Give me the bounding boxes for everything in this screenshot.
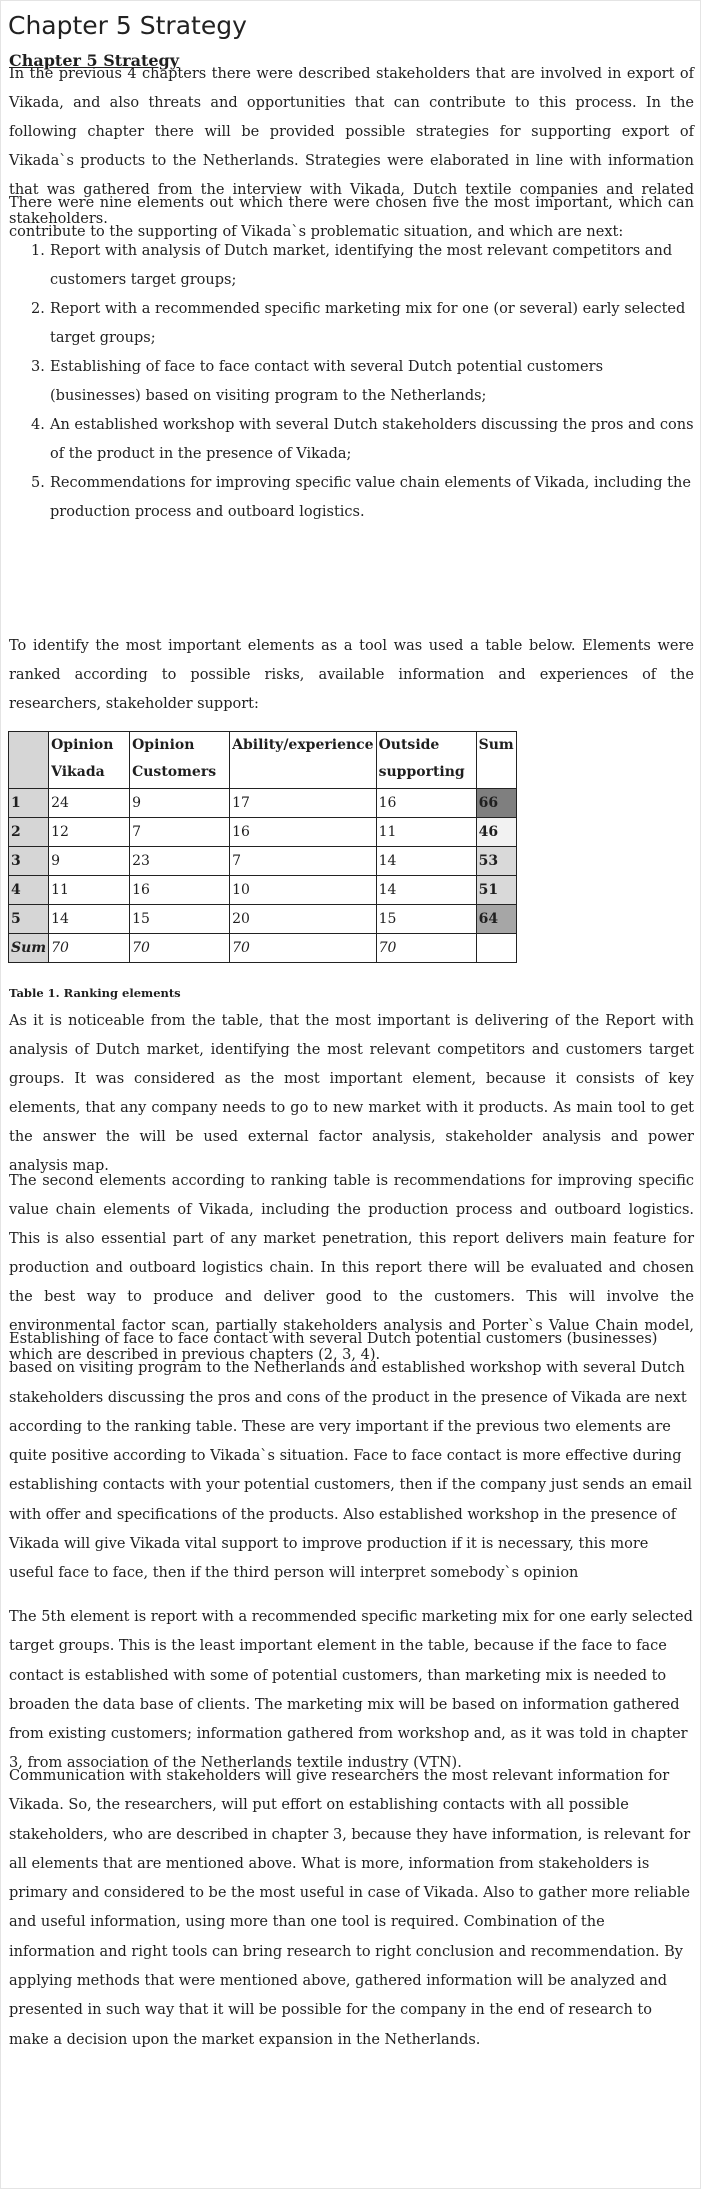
list-item xyxy=(9,237,694,295)
sum-cell: 51 xyxy=(476,876,516,905)
page-title: Chapter 5 Strategy xyxy=(8,11,247,40)
list-text: Establishing of face to face contact with several Dutch potential customers (businesses) based on visiting program to the Netherlands; xyxy=(50,359,604,404)
row-label: 3 xyxy=(9,847,49,876)
communication-paragraph: Communication with stakeholders will give researchers the most relevant information for Vikada. So, the researchers, will put effort on establishing contacts with all possible stakeholders, who are described in chapter 3, because they have information, is relevant for all elements that are mentioned above. What is more, information from stakeholders is primary and considered to be the most useful in case of Vikada. Also to gather more reliable and useful information, using more than one tool is required. Combination of the information and right tools can bring research to right conclusion and recommendation. By applying methods that were mentioned above, gathered information will be analyzed and presented in such way that it will be possible for the company in the end of research to make a decision upon the market expansion in the Netherlands. xyxy=(9,1768,691,2048)
table-cell: 14 xyxy=(376,876,476,905)
table-cell: 12 xyxy=(49,818,130,847)
list-number: 2. xyxy=(31,301,45,317)
column-header: Sum xyxy=(476,732,516,789)
row-label: 2 xyxy=(9,818,49,847)
list-number: 1. xyxy=(31,243,45,259)
table-cell xyxy=(476,934,516,963)
sum-cell: 53 xyxy=(476,847,516,876)
table-cell: 15 xyxy=(376,905,476,934)
list-number: 5. xyxy=(31,475,45,491)
table-cell: 10 xyxy=(230,876,376,905)
column-header: Outside supporting xyxy=(376,732,476,789)
row-label: 4 xyxy=(9,876,49,905)
row-label: 1 xyxy=(9,789,49,818)
table-cell: 70 xyxy=(49,934,130,963)
table-cell: 11 xyxy=(49,876,130,905)
table-header-row xyxy=(9,732,517,789)
table-cell: 7 xyxy=(230,847,376,876)
table-cell: 70 xyxy=(230,934,376,963)
table-cell: 16 xyxy=(230,818,376,847)
marketing-mix-paragraph: The 5th element is report with a recommended specific marketing mix for one early selected target groups. This is the least important element in the table, because if the face to face contact is established with some of potential customers, than marketing mix is needed to broaden the data base of clients. The marketing mix will be based on information gathered from existing customers; information gathered from workshop and, as it was told in chapter 3, from association of the Netherlands textile industry (VTN). xyxy=(9,1609,693,1772)
table-cell: 17 xyxy=(230,789,376,818)
table-corner-cell xyxy=(9,732,49,789)
column-header: Opinion Vikada xyxy=(49,732,130,789)
table-row xyxy=(9,876,517,905)
list-number: 4. xyxy=(31,417,45,433)
table-caption: Table 1. Ranking elements xyxy=(9,986,181,1000)
table-row xyxy=(9,818,517,847)
list-text: Report with analysis of Dutch market, identifying the most relevant competitors and customers target groups; xyxy=(50,243,673,288)
table-cell: 15 xyxy=(130,905,230,934)
list-item xyxy=(9,295,694,353)
elements-paragraph: There were nine elements out which there were chosen five the most important, which can contribute to the supporting of Vikada`s problematic situation, and which are next: xyxy=(9,195,694,240)
sum-cell: 46 xyxy=(476,818,516,847)
table-row xyxy=(9,847,517,876)
list-item xyxy=(9,353,694,411)
row-label: Sum xyxy=(9,934,49,963)
sum-cell: 64 xyxy=(476,905,516,934)
sum-cell: 66 xyxy=(476,789,516,818)
table-intro-paragraph: To identify the most important elements as a tool was used a table below. Elements were ranked according to possible risks, available information and experiences of the researchers, stakeholder support: xyxy=(9,638,694,712)
table-sum-row xyxy=(9,934,517,963)
table-cell: 9 xyxy=(49,847,130,876)
ranking-table xyxy=(8,731,517,963)
list-text: An established workshop with several Dutch stakeholders discussing the pros and cons of the product in the presence of Vikada; xyxy=(50,417,694,462)
table-cell: 9 xyxy=(130,789,230,818)
table-cell: 16 xyxy=(376,789,476,818)
list-text: Recommendations for improving specific value chain elements of Vikada, including the production process and outboard logistics. xyxy=(50,475,691,520)
table-row xyxy=(9,905,517,934)
table-cell: 70 xyxy=(130,934,230,963)
table-cell: 11 xyxy=(376,818,476,847)
elements-list xyxy=(9,237,694,527)
table-row xyxy=(9,789,517,818)
chapter-heading: Chapter 5 Strategy xyxy=(9,51,179,70)
table-cell: 14 xyxy=(376,847,476,876)
table-cell: 20 xyxy=(230,905,376,934)
table-cell: 70 xyxy=(376,934,476,963)
column-header: Opinion Customers xyxy=(130,732,230,789)
table-cell: 24 xyxy=(49,789,130,818)
value-chain-paragraph: The second elements according to ranking table is recommendations for improving specific value chain elements of Vikada, including the production process and outboard logistics. This is also essential part of any market penetration, this report delivers main feature for production and outboard logistics chain. In this report there will be evaluated and chosen the best way to produce and deliver good to the customers. This will involve the environmental factor scan, partially stakeholders analysis and Porter`s Value Chain model, which are described in previous chapters (2, 3, 4). xyxy=(9,1173,694,1363)
list-item xyxy=(9,469,694,527)
list-item xyxy=(9,411,694,469)
table-cell: 16 xyxy=(130,876,230,905)
table-cell: 23 xyxy=(130,847,230,876)
table-cell: 7 xyxy=(130,818,230,847)
intro-paragraph: In the previous 4 chapters there were described stakeholders that are involved in export of Vikada, and also threats and opportunities that can contribute to this process. In the following chapter there will be provided possible strategies for supporting export of Vikada`s products to the Netherlands. Strategies were elaborated in line with information that was gathered from the interview with Vikada, Dutch textile companies and related stakeholders. xyxy=(9,66,694,227)
list-number: 3. xyxy=(31,359,45,375)
column-header: Ability/experience xyxy=(230,732,376,789)
table-cell: 14 xyxy=(49,905,130,934)
face-to-face-paragraph: Establishing of face to face contact with several Dutch potential customers (businesses) based on visiting program to the Netherlands and established workshop with several Dutch stakeholders discussing the pros and cons of the product in the presence of Vikada are next according to the ranking table. These are very important if the previous two elements are quite positive according to Vikada`s situation. Face to face contact is more effective during establishing contacts with your potential customers, then if the company just sends an email with offer and specifications of the products. Also established workshop in the presence of Vikada will give Vikada vital support to improve production if it is necessary, this more useful face to face, then if the third person will interpret somebody`s opinion xyxy=(9,1331,693,1582)
list-text: Report with a recommended specific marketing mix for one (or several) early selected target groups; xyxy=(50,301,686,346)
row-label: 5 xyxy=(9,905,49,934)
analysis-paragraph: As it is noticeable from the table, that the most important is delivering of the Report with analysis of Dutch market, identifying the most relevant competitors and customers target groups. It was considered as the most important element, because it consists of key elements, that any company needs to go to new market with it products. As main tool to get the answer the will be used external factor analysis, stakeholder analysis and power analysis map. xyxy=(9,1013,694,1174)
